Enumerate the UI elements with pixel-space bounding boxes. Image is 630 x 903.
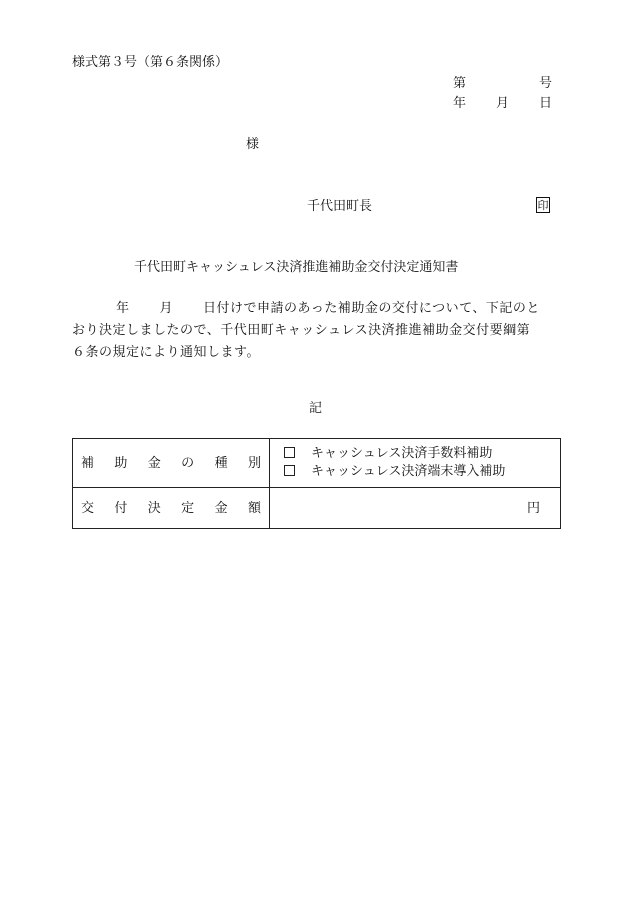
- body-line-2: おり決定しましたので、千代田町キャッシュレス決済推進補助金交付要綱第: [72, 323, 531, 338]
- subsidy-type-label: [73, 457, 269, 470]
- label-char: 額: [247, 500, 261, 516]
- recipient-honorific: 様: [246, 137, 260, 152]
- label-char: 補: [81, 455, 95, 471]
- document-number-prefix: 第: [453, 76, 467, 91]
- body-line-1-text: 日付けで申請のあった補助金の交付について、下記のと: [203, 301, 540, 316]
- amount-unit: 円: [526, 500, 540, 516]
- label-char: 助: [114, 455, 128, 471]
- checkbox-terminal-subsidy[interactable]: [284, 465, 295, 476]
- table-row-subsidy-type: [73, 439, 561, 488]
- body-month-label: 月: [159, 301, 174, 316]
- option-terminal-subsidy-label: キャッシュレス決済端末導入補助: [311, 464, 506, 479]
- label-char: 付: [114, 500, 128, 516]
- document-title: 千代田町キャッシュレス決済推進補助金交付決定通知書: [134, 260, 459, 275]
- form-number: 様式第３号（第６条関係）: [72, 55, 229, 70]
- ki-heading: 記: [309, 401, 323, 416]
- option-fee-subsidy-label: キャッシュレス決済手数料補助: [311, 446, 493, 461]
- document-number-suffix: 号: [539, 76, 553, 91]
- body-line-3: ６条の規定により通知します。: [72, 345, 260, 360]
- date-year-label: 年: [453, 96, 467, 111]
- subsidy-type-options-cell: [270, 439, 561, 488]
- option-terminal-subsidy: [284, 463, 560, 481]
- checkbox-fee-subsidy[interactable]: [284, 447, 295, 458]
- body-year-label: 年: [116, 301, 130, 316]
- label-char: の: [181, 455, 195, 471]
- label-char: 種: [214, 455, 228, 471]
- body-paragraph: [72, 298, 554, 364]
- seal-mark: 印: [537, 198, 549, 212]
- label-char: 交: [81, 500, 95, 516]
- body-line-1: [72, 298, 554, 320]
- amount-label-cell: [73, 488, 270, 529]
- table-row-amount: [73, 488, 561, 529]
- date-month-label: 月: [496, 96, 510, 111]
- label-char: 金: [214, 500, 228, 516]
- date-day-label: 日: [539, 96, 553, 111]
- issuer-name: 千代田町長: [307, 199, 373, 214]
- amount-label: [73, 502, 269, 515]
- label-char: 金: [147, 455, 161, 471]
- amount-value-cell[interactable]: [270, 488, 561, 529]
- label-char: 決: [147, 500, 161, 516]
- option-fee-subsidy: [284, 445, 560, 463]
- label-char: 定: [181, 500, 195, 516]
- label-char: 別: [247, 455, 261, 471]
- decision-table: [72, 438, 561, 529]
- subsidy-type-label-cell: [73, 439, 270, 488]
